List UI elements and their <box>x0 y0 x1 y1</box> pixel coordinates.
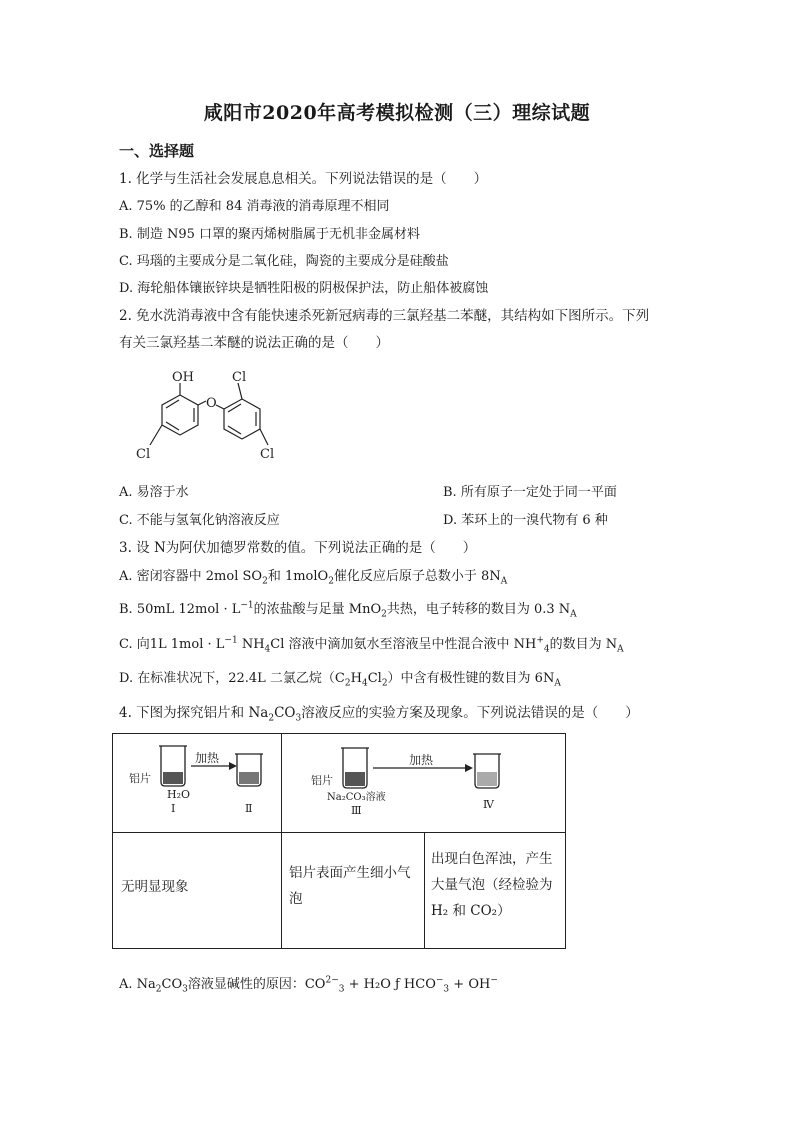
result-cell-3: 出现白色浑浊，产生大量气泡（经检验为 H₂ 和 CO₂） <box>431 851 553 919</box>
diagram-carbonate-beakers <box>309 744 549 824</box>
svg-text:Ⅲ: Ⅲ <box>351 804 362 817</box>
svg-text:Ⅳ: Ⅳ <box>483 798 494 811</box>
svg-text:Na₂CO₃溶液: Na₂CO₃溶液 <box>327 792 386 803</box>
cl-label-left: Cl <box>136 447 151 462</box>
q3-option-b: B. 50mL $12mol \cdot L^{-1}$的浓盐酸与足量 MnO$_2$共热，电子转移的数目为 0.3 $N_A$ <box>119 600 577 620</box>
svg-text:H₂O: H₂O <box>167 788 191 801</box>
q2-option-d: D. 苯环上的一溴代物有 6 种 <box>443 513 608 528</box>
q2-stem-line2: 有关三氯羟基二苯醚的说法正确的是（ ） <box>119 335 389 351</box>
cl-label-right: Cl <box>260 447 275 462</box>
o-label: O <box>206 396 217 411</box>
q2-option-c: C. 不能与氢氧化钠溶液反应 <box>119 513 280 528</box>
q1-option-a: A. 75% 的乙醇和 84 消毒液的消毒原理不相同 <box>119 199 390 214</box>
q3-option-a: A. 密闭容器中 2mol $SO_2$和 1molO$_2$催化反应后原子总数小于 $8N_A$ <box>119 569 508 587</box>
cl-label-top: Cl <box>232 370 247 385</box>
svg-text:Ⅰ: Ⅰ <box>171 802 176 815</box>
page-title: 咸阳市2020年高考模拟检测（三）理综试题 <box>203 102 591 124</box>
q1-option-d: D. 海轮船体镶嵌锌块是牺牲阳极的阴极保护法，防止船体被腐蚀 <box>119 281 489 296</box>
svg-text:Ⅱ: Ⅱ <box>245 802 253 815</box>
q4-option-a: A. $Na_2CO_3$溶液显碱性的原因：$CO^{2-}_3 + H_2O$ ƒ $HCO^-_3 + OH^-$ <box>119 975 498 995</box>
diagram-water-beakers <box>121 740 271 828</box>
svg-text:铝片: 铝片 <box>129 772 151 785</box>
oh-label: OH <box>172 370 194 385</box>
q2-stem-line1: 2. 免水洗消毒液中含有能快速杀死新冠病毒的三氯羟基二苯醚，其结构如下图所示。下列 <box>119 308 650 324</box>
q3-option-c: C. 向1L $1mol \cdot L^{-1}$ $NH_4Cl$ 溶液中滴加氨水至溶液呈中性混合液中 $NH^+_4$的数目为 $N_A$ <box>119 635 624 655</box>
svg-text:铝片: 铝片 <box>311 774 333 787</box>
q1-stem: 1. 化学与生活社会发展息息相关。下列说法错误的是（ ） <box>119 171 488 187</box>
triclosan-structure <box>128 365 288 465</box>
q2-option-b: B. 所有原子一定处于同一平面 <box>443 485 617 500</box>
q3-option-d: D. 在标准状况下，22.4L 二氯乙烷$(C_2H_4Cl_2)$中含有极性键的数目为 $6N_A$ <box>119 671 561 689</box>
q3-stem: 3. 设 N为阿伏加德罗常数的值。下列说法正确的是（ ） <box>119 540 477 556</box>
q1-option-c: C. 玛瑙的主要成分是二氧化硅，陶瓷的主要成分是硅酸盐 <box>119 254 449 269</box>
q4-stem: 4. 下图为探究铝片和 $Na_2CO_3$溶液反应的实验方案及现象。下列说法错误的是（ ） <box>119 705 639 724</box>
experiment-table <box>112 733 566 949</box>
svg-text:加热: 加热 <box>409 753 434 767</box>
q2-option-a: A. 易溶于水 <box>119 485 189 500</box>
section-heading: 一、选择题 <box>119 142 195 160</box>
result-cell-2: 铝片表面产生细小气泡 <box>289 865 411 907</box>
svg-text:加热: 加热 <box>195 751 220 765</box>
q1-option-b: B. 制造 N95 口罩的聚丙烯树脂属于无机非金属材料 <box>119 227 420 242</box>
result-cell-1: 无明显现象 <box>121 879 189 895</box>
